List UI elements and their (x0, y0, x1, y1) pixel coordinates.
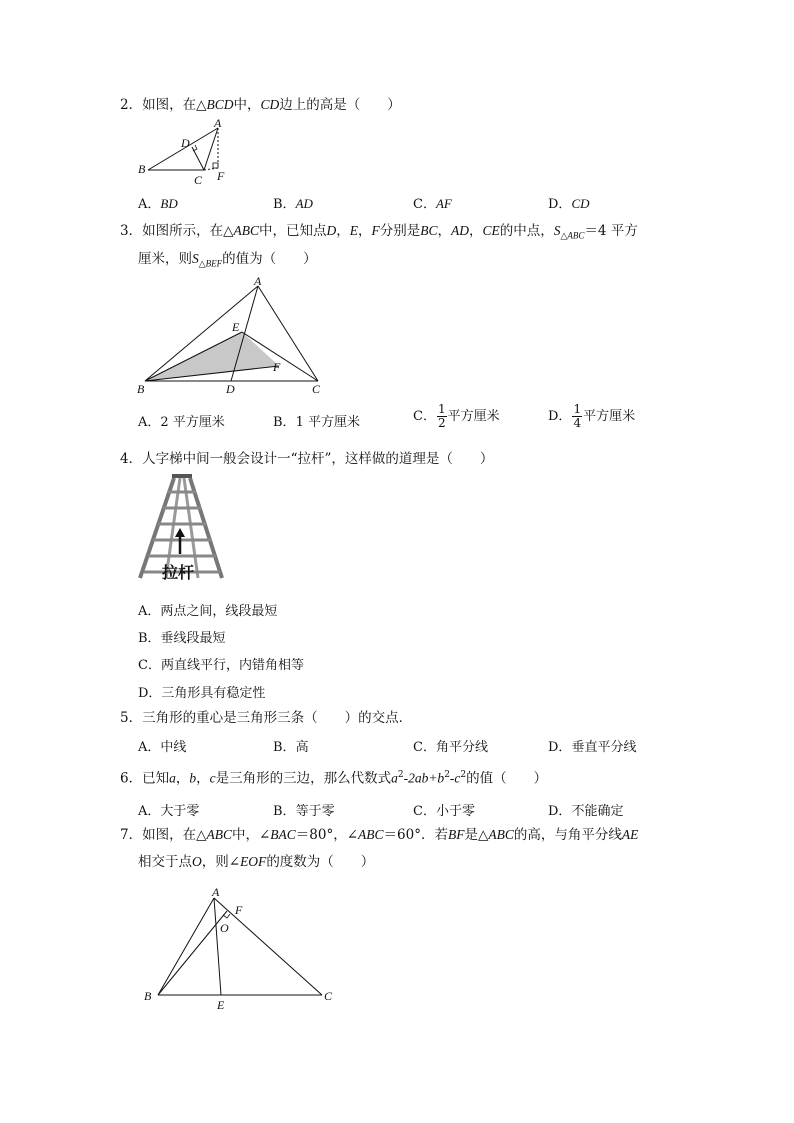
question-4-stem: 4．人字梯中间一般会设计一“拉杆”，这样做的道理是（ ） (120, 451, 494, 467)
ladder-image (136, 474, 226, 584)
point-label-e: E (232, 320, 240, 334)
question-2-figure (136, 118, 236, 188)
option-c[interactable]: C．角平分线 (413, 740, 488, 755)
option-b[interactable]: B．1 平方厘米 (273, 415, 360, 430)
point-label-b: B (138, 162, 146, 176)
option-c[interactable]: C． $\frac{1}{2}$ 平方厘米 (413, 402, 500, 430)
option-a[interactable]: A．大于零 (138, 804, 200, 819)
question-2-stem: 2．如图，在△BCD中，CD边上的高是（ ） (120, 97, 401, 113)
question-6-stem: 6．已知a，b，c是三角形的三边，那么代数式$a^2-2ab+b^2-c^2$的值（ ） (120, 770, 548, 787)
option-b[interactable]: B．等于零 (273, 804, 335, 819)
question-3-stem-line-1: 3．如图所示，在△ABC中，已知点D，E，F分别是BC，AD，CE的中点，$S_{\triangle ABC}=4$ 平方 (120, 223, 638, 241)
point-label-d: D (226, 382, 235, 396)
question-3-figure (134, 276, 334, 400)
option-d[interactable]: D．三角形具有稳定性 (138, 686, 266, 701)
point-label-a: A (214, 118, 222, 130)
point-label-b: B (144, 989, 152, 1003)
option-b[interactable]: B．垂线段最短 (138, 631, 226, 646)
question-5-stem: 5．三角形的重心是三角形三条（ ）的交点． (120, 710, 413, 726)
option-c[interactable]: C．AF (413, 196, 452, 212)
point-label-c: C (194, 173, 203, 187)
option-c[interactable]: C．两直线平行，内错角相等 (138, 658, 304, 673)
question-7-stem-line-1: 7．如图，在△ABC中，∠BAC＝80°，∠ABC＝60°．若BF是△ABC的高，与角平分线AE (120, 827, 639, 843)
option-d[interactable]: D．不能确定 (548, 804, 624, 819)
point-label-c: C (324, 989, 333, 1003)
option-a[interactable]: A．中线 (138, 740, 187, 755)
question-7-figure (140, 882, 350, 1017)
option-a[interactable]: A．两点之间，线段最短 (138, 604, 278, 619)
point-label-a: A (254, 276, 262, 288)
point-label-c: C (312, 382, 321, 396)
option-d[interactable]: D．CD (548, 196, 590, 212)
ladder-label: 拉杆 (162, 563, 195, 582)
point-label-f: F (217, 169, 225, 183)
point-label-o: O (220, 921, 229, 935)
point-label-a: A (212, 885, 220, 899)
option-c[interactable]: C．小于零 (413, 804, 475, 819)
point-label-d: D (181, 136, 190, 150)
option-b[interactable]: B．AD (273, 196, 313, 212)
point-label-e: E (217, 998, 225, 1012)
option-a[interactable]: A．BD (138, 196, 178, 212)
point-label-b: B (137, 382, 145, 396)
question-7-stem-line-2: 相交于点O，则∠EOF的度数为（ ） (138, 854, 375, 870)
question-3-stem-line-2: 厘米，则$S_{\triangle BEF}$的值为（ ） (138, 251, 317, 269)
fraction: $\frac{1}{4}$ (573, 402, 582, 430)
option-a[interactable]: A．2 平方厘米 (138, 415, 225, 430)
option-d[interactable]: D．垂直平分线 (548, 740, 637, 755)
option-b[interactable]: B．高 (273, 740, 309, 755)
fraction: $\frac{1}{2}$ (437, 402, 446, 430)
option-d[interactable]: D． $\frac{1}{4}$ 平方厘米 (548, 402, 636, 430)
point-label-f: F (273, 360, 281, 374)
point-label-f: F (235, 903, 243, 917)
